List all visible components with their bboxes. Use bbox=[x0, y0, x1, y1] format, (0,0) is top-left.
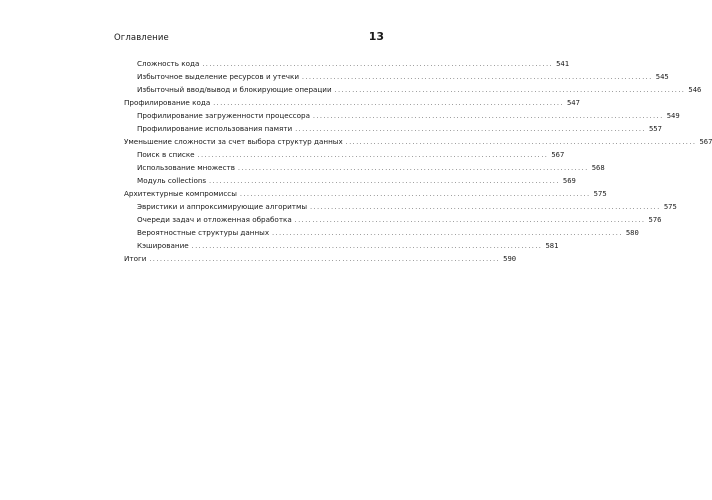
toc-dot-leader: .................................................................................................... bbox=[202, 61, 554, 68]
toc-entry-page: 547 bbox=[566, 98, 580, 107]
toc-entry bbox=[124, 97, 580, 108]
toc-entry bbox=[137, 58, 570, 69]
toc-entry-page: 568 bbox=[591, 163, 605, 172]
toc-entry-title: Итоги bbox=[124, 254, 147, 263]
toc-entry-title: Эвристики и аппроксимирующие алгоритмы bbox=[137, 202, 308, 211]
toc-dot-leader: .................................................................................................... bbox=[294, 217, 646, 224]
toc-entry-page: 545 bbox=[655, 72, 669, 81]
toc-entry-page: 575 bbox=[593, 189, 607, 198]
toc-entry bbox=[124, 188, 607, 199]
toc-entry bbox=[137, 123, 662, 134]
toc-entry-title: Модуль collections bbox=[137, 176, 207, 185]
toc-dot-leader: .................................................................................................... bbox=[312, 113, 664, 120]
toc-entry-title: Уменьшение сложности за счет выбора структур данных bbox=[124, 137, 343, 146]
toc-dot-leader: .................................................................................................... bbox=[310, 204, 661, 211]
toc-dot-leader: .................................................................................................... bbox=[272, 230, 623, 237]
toc-entry-title: Профилирование кода bbox=[124, 98, 211, 107]
toc-dot-leader: .................................................................................................... bbox=[213, 100, 564, 107]
toc-entry-title: Поиск в списке bbox=[137, 150, 195, 159]
toc-dot-leader: .................................................................................................... bbox=[302, 74, 653, 81]
toc-entry-page: 580 bbox=[625, 228, 639, 237]
toc-entry-title: Архитектурные компромиссы bbox=[124, 189, 237, 198]
toc-entry-title: Избыточное выделение ресурсов и утечки bbox=[137, 72, 300, 81]
toc-entry-title: Кэширование bbox=[137, 241, 189, 250]
toc-entry-title: Избыточный ввод/вывод и блокирующие операции bbox=[137, 85, 332, 94]
toc-entry bbox=[137, 175, 576, 186]
toc-entry bbox=[137, 240, 559, 251]
toc-entry-page: 541 bbox=[556, 59, 570, 68]
toc-dot-leader: .................................................................................................... bbox=[209, 178, 560, 185]
toc-dot-leader: .................................................................................................... bbox=[197, 152, 549, 159]
toc-entry-page: 569 bbox=[562, 176, 576, 185]
toc-entry bbox=[137, 149, 565, 160]
toc-entry-title: Вероятностные структуры данных bbox=[137, 228, 270, 237]
toc-entry-page: 590 bbox=[503, 254, 517, 263]
toc-entry bbox=[124, 136, 712, 147]
running-title: Оглавление bbox=[114, 33, 169, 43]
toc-entry bbox=[137, 110, 680, 121]
toc-entry-title: Очереди задач и отложенная обработка bbox=[137, 215, 292, 224]
page-number: 13 bbox=[368, 30, 384, 43]
toc-dot-leader: .................................................................................................... bbox=[149, 256, 501, 263]
toc-dot-leader: .................................................................................................... bbox=[191, 243, 543, 250]
toc-entry-title: Использование множеств bbox=[137, 163, 235, 172]
toc-entry-page: 576 bbox=[648, 215, 662, 224]
toc-entry bbox=[137, 71, 669, 82]
toc-entry-title: Профилирование использования памяти bbox=[137, 124, 293, 133]
toc-entry-title: Сложность кода bbox=[137, 59, 200, 68]
toc-entry bbox=[137, 84, 702, 95]
toc-entry-page: 549 bbox=[666, 111, 680, 120]
toc-dot-leader: .................................................................................................... bbox=[237, 165, 589, 172]
toc-entry-title: Профилирование загруженности процессора bbox=[137, 111, 310, 120]
toc-entry-page: 546 bbox=[688, 85, 702, 94]
toc-dot-leader: .................................................................................................... bbox=[295, 126, 646, 133]
toc-entry-page: 567 bbox=[551, 150, 565, 159]
toc-dot-leader: .................................................................................................... bbox=[334, 87, 686, 94]
toc-entry bbox=[124, 253, 517, 264]
toc-dot-leader: .................................................................................................... bbox=[345, 139, 697, 146]
toc-entry-page: 581 bbox=[545, 241, 559, 250]
toc-entry-page: 575 bbox=[663, 202, 677, 211]
toc-entry bbox=[137, 201, 677, 212]
toc-dot-leader: .................................................................................................... bbox=[239, 191, 591, 198]
toc-entry bbox=[137, 214, 662, 225]
toc-entry-page: 557 bbox=[648, 124, 662, 133]
toc-entry bbox=[137, 162, 605, 173]
toc-entry-page: 567 bbox=[699, 137, 712, 146]
toc-entry bbox=[137, 227, 639, 238]
